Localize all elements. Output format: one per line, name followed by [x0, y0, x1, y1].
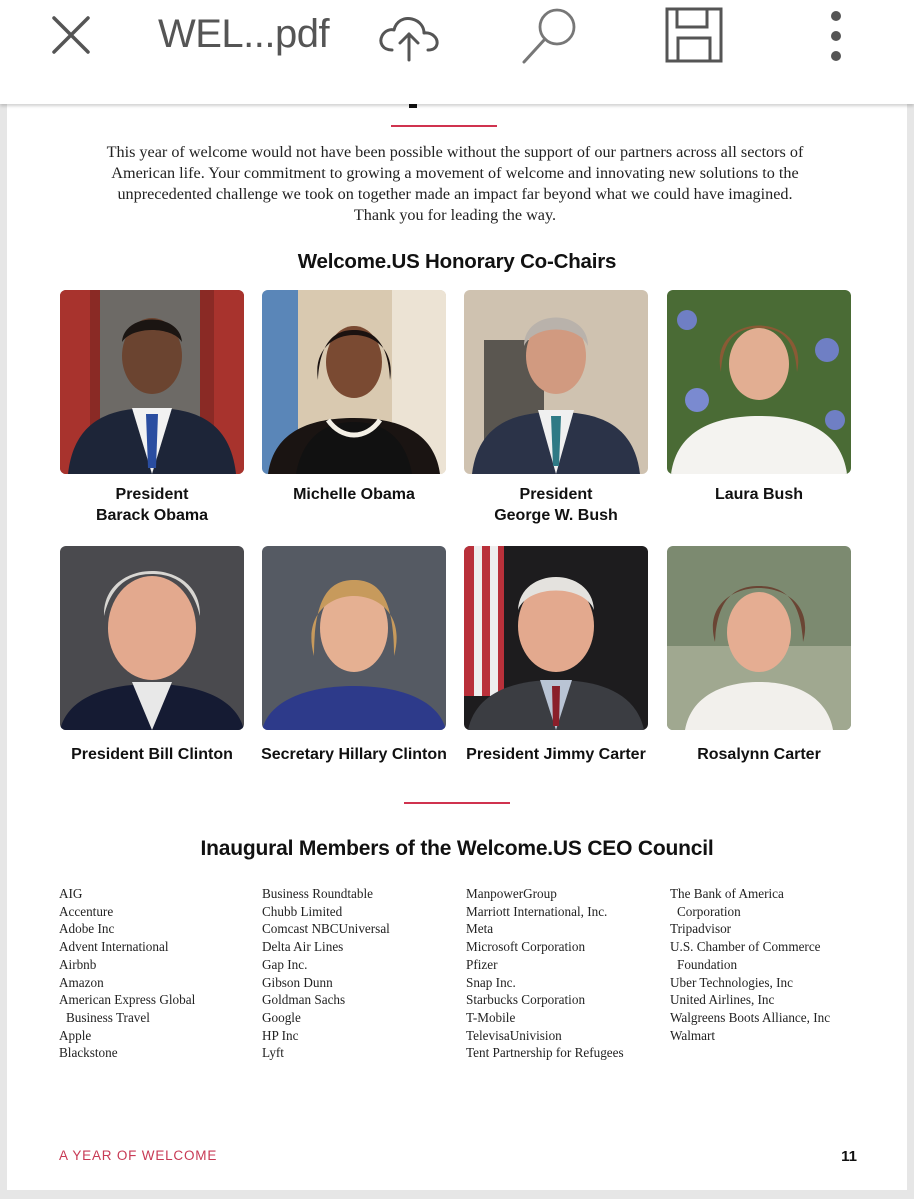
- ceo-member: Chubb Limited: [262, 903, 343, 919]
- ceo-member: Walmart: [670, 1027, 716, 1043]
- ceo-member: Business Roundtable: [262, 886, 373, 901]
- cochair-caption: Michelle Obama: [293, 486, 415, 503]
- page-number: 11: [841, 1148, 857, 1165]
- ceo-member: Corporation: [677, 903, 741, 919]
- cochair-caption: President George W. Bush: [494, 486, 618, 524]
- cochair-caption: Secretary Hillary Clinton: [261, 746, 447, 763]
- cut-off-heading-fragment: [409, 104, 417, 108]
- save-icon[interactable]: [664, 6, 724, 64]
- portrait-photo: [262, 290, 446, 474]
- ceo-member: TelevisaUnivision: [466, 1027, 562, 1043]
- ceo-member: HP Inc: [262, 1027, 299, 1043]
- ceo-member: Microsoft Corporation: [466, 939, 586, 955]
- ceo-list-column-2: [262, 885, 390, 1062]
- ceo-member: Delta Air Lines: [262, 939, 344, 955]
- ceo-list-column-3: [466, 885, 624, 1062]
- ceo-member: United Airlines, Inc: [670, 992, 775, 1008]
- ceo-member: Google: [262, 1009, 301, 1025]
- cochair-caption: President Jimmy Carter: [466, 746, 646, 763]
- ceo-member: Pfizer: [466, 956, 498, 972]
- divider-line-top: [391, 125, 497, 127]
- portrait-photo: [60, 546, 244, 730]
- ceo-member: Business Travel: [66, 1009, 150, 1025]
- ceo-member: Uber Technologies, Inc: [670, 974, 793, 990]
- more-vertical-icon[interactable]: [826, 10, 846, 62]
- ceo-member: ManpowerGroup: [466, 886, 557, 901]
- ceo-member: Starbucks Corporation: [466, 992, 586, 1008]
- ceo-member: Lyft: [262, 1045, 284, 1061]
- ceo-member: Tripadvisor: [670, 921, 732, 937]
- intro-paragraph: This year of welcome would not have been possible without the support of our partners across all sectors of American life. Your commitment to growing a movement of welcome and innovating new solutions to the unprecedented challenge we took on together made an impact far beyond what we could have imagined. Thank you for leading the way.: [106, 143, 804, 224]
- cochair-caption: President Barack Obama: [95, 486, 209, 524]
- ceo-member: The Bank of America: [670, 886, 784, 901]
- ceo-member: Goldman Sachs: [262, 992, 346, 1008]
- ceo-list-column-4: [670, 885, 830, 1044]
- ceo-list-column-1: [59, 885, 195, 1062]
- portrait-photo: [464, 546, 648, 730]
- ceo-member: Tent Partnership for Refugees: [466, 1045, 624, 1061]
- divider-line-middle: [404, 802, 510, 804]
- cochairs-heading: Welcome.US Honorary Co-Chairs: [297, 250, 617, 273]
- ceo-member: Marriott International, Inc.: [466, 903, 608, 919]
- ceo-member: American Express Global: [59, 992, 196, 1008]
- close-icon[interactable]: [50, 14, 92, 56]
- ceo-member: T-Mobile: [466, 1009, 516, 1025]
- ceo-member: Gap Inc.: [262, 956, 308, 972]
- pdf-page: [7, 104, 907, 1190]
- pdf-toolbar: [0, 0, 914, 104]
- ceo-member: Foundation: [677, 956, 738, 972]
- portrait-photo: [464, 290, 648, 474]
- search-icon[interactable]: [518, 6, 584, 66]
- ceo-council-heading: Inaugural Members of the Welcome.US CEO Council: [200, 837, 714, 860]
- ceo-member: Meta: [466, 921, 494, 937]
- ceo-member: Adobe Inc: [59, 921, 115, 937]
- cochair-caption: Rosalynn Carter: [697, 746, 821, 763]
- ceo-member: Gibson Dunn: [262, 974, 333, 990]
- portrait-photo: [262, 546, 446, 730]
- ceo-member: AIG: [59, 886, 83, 901]
- portrait-photo: [667, 546, 851, 730]
- cochair-caption: Laura Bush: [714, 486, 803, 503]
- portrait-photo: [60, 290, 244, 474]
- ceo-member: Snap Inc.: [466, 974, 516, 990]
- cloud-upload-icon[interactable]: [376, 14, 442, 64]
- ceo-member: Apple: [59, 1027, 92, 1043]
- ceo-member: Airbnb: [59, 956, 97, 972]
- ceo-member: Advent International: [59, 939, 169, 955]
- document-title: WEL...pdf: [158, 12, 330, 56]
- ceo-member: U.S. Chamber of Commerce: [670, 939, 821, 955]
- ceo-member: Blackstone: [59, 1045, 118, 1061]
- ceo-member: Comcast NBCUniversal: [262, 921, 390, 937]
- ceo-member: Walgreens Boots Alliance, Inc: [670, 1009, 831, 1025]
- ceo-member: Amazon: [59, 974, 104, 990]
- ceo-member: Accenture: [59, 903, 114, 919]
- footer-section-label: A YEAR OF WELCOME: [59, 1148, 218, 1163]
- cochair-caption: President Bill Clinton: [71, 746, 233, 763]
- portrait-photo: [667, 290, 851, 474]
